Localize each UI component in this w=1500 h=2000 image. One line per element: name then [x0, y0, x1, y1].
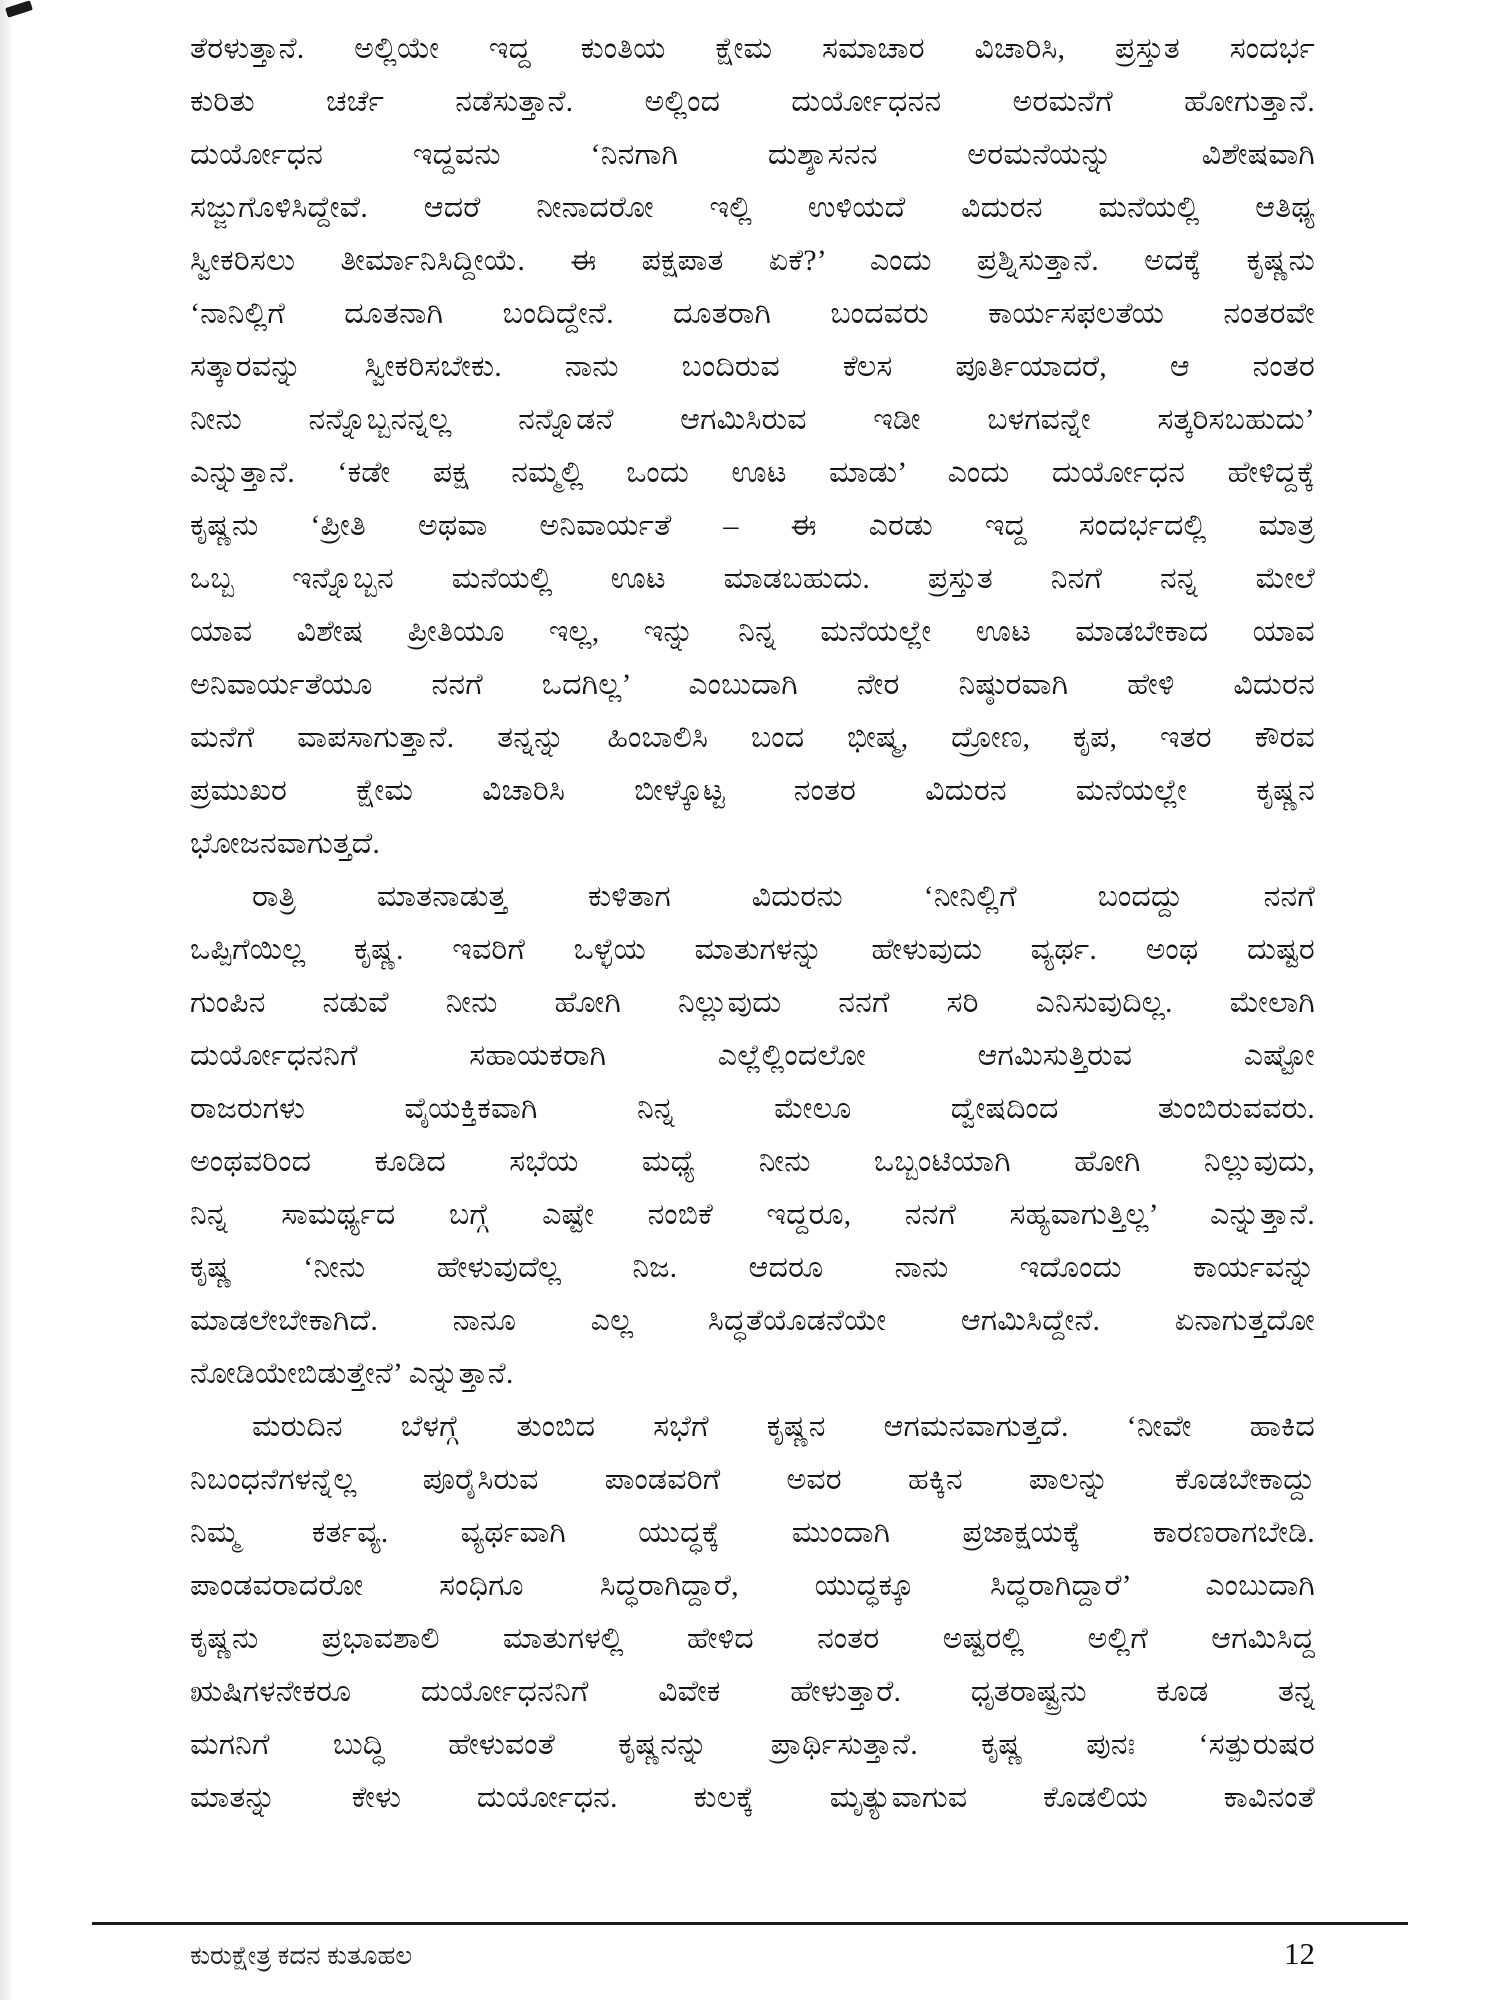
text-line: ನಿನ್ನ ಸಾಮರ್ಥ್ಯದ ಬಗ್ಗೆ ಎಷ್ಟೇ ನಂಬಿಕೆ ಇದ್ದರೂ, ನನಗೆ ಸಹ್ಯವಾಗುತ್ತಿಲ್ಲ’ ಎನ್ನುತ್ತಾನೆ.	[190, 1198, 1315, 1231]
text-line: ಮರುದಿನ ಬೆಳಗ್ಗೆ ತುಂಬಿದ ಸಭೆಗೆ ಕೃಷ್ಣನ ಆಗಮನವಾಗುತ್ತದೆ. ‘ನೀವೇ ಹಾಕಿದ	[252, 1410, 1315, 1443]
text-line: ಭೋಜನವಾಗುತ್ತದೆ.	[190, 827, 381, 860]
page-footer	[190, 1936, 1315, 1972]
text-line: ‘ನಾನಿಲ್ಲಿಗೆ ದೂತನಾಗಿ ಬಂದಿದ್ದೇನೆ. ದೂತರಾಗಿ ಬಂದವರು ಕಾರ್ಯಸಫಲತೆಯ ನಂತರವೇ	[190, 297, 1315, 330]
paragraph	[190, 1400, 1315, 1824]
text-line: ಎನ್ನುತ್ತಾನೆ. ‘ಕಡೇ ಪಕ್ಷ ನಮ್ಮಲ್ಲಿ ಒಂದು ಊಟ ಮಾಡು’ ಎಂದು ದುರ್ಯೋಧನ ಹೇಳಿದ್ದಕ್ಕೆ	[190, 456, 1315, 489]
text-line: ದುರ್ಯೋಧನ ಇದ್ದವನು ‘ನಿನಗಾಗಿ ದುಶ್ಶಾಸನನ ಅರಮನೆಯನ್ನು ವಿಶೇಷವಾಗಿ	[190, 138, 1315, 171]
text-line: ಋಷಿಗಳನೇಕರೂ ದುರ್ಯೋಧನನಿಗೆ ವಿವೇಕ ಹೇಳುತ್ತಾರೆ. ಧೃತರಾಷ್ಟ್ರನು ಕೂಡ ತನ್ನ	[190, 1675, 1315, 1708]
text-line: ತೆರಳುತ್ತಾನೆ. ಅಲ್ಲಿಯೇ ಇದ್ದ ಕುಂತಿಯ ಕ್ಷೇಮ ಸಮಾಚಾರ ವಿಚಾರಿಸಿ, ಪ್ರಸ್ತುತ ಸಂದರ್ಭ	[190, 32, 1315, 65]
text-line: ಪಾಂಡವರಾದರೋ ಸಂಧಿಗೂ ಸಿದ್ಧರಾಗಿದ್ದಾರೆ, ಯುದ್ಧಕ್ಕೂ ಸಿದ್ಧರಾಗಿದ್ದಾರೆ’ ಎಂಬುದಾಗಿ	[190, 1569, 1315, 1602]
text-line: ಅಂಥವರಿಂದ ಕೂಡಿದ ಸಭೆಯ ಮಧ್ಯೆ ನೀನು ಒಬ್ಬಂಟಿಯಾಗಿ ಹೋಗಿ ನಿಲ್ಲುವುದು,	[190, 1145, 1315, 1178]
text-line: ಕೃಷ್ಣನು ಪ್ರಭಾವಶಾಲಿ ಮಾತುಗಳಲ್ಲಿ ಹೇಳಿದ ನಂತರ ಅಷ್ಟರಲ್ಲಿ ಅಲ್ಲಿಗೆ ಆಗಮಿಸಿದ್ದ	[190, 1622, 1315, 1655]
text-line: ಗುಂಪಿನ ನಡುವೆ ನೀನು ಹೋಗಿ ನಿಲ್ಲುವುದು ನನಗೆ ಸರಿ ಎನಿಸುವುದಿಲ್ಲ. ಮೇಲಾಗಿ	[190, 986, 1315, 1019]
text-line: ಸತ್ಕಾರವನ್ನು ಸ್ವೀಕರಿಸಬೇಕು. ನಾನು ಬಂದಿರುವ ಕೆಲಸ ಪೂರ್ತಿಯಾದರೆ, ಆ ನಂತರ	[190, 350, 1315, 383]
text-line: ಅನಿವಾರ್ಯತೆಯೂ ನನಗೆ ಒದಗಿಲ್ಲ’ ಎಂಬುದಾಗಿ ನೇರ ನಿಷ್ಠುರವಾಗಿ ಹೇಳಿ ವಿದುರನ	[190, 668, 1315, 701]
text-line: ನೀನು ನನ್ನೊಬ್ಬನನ್ನಲ್ಲ ನನ್ನೊಡನೆ ಆಗಮಿಸಿರುವ ಇಡೀ ಬಳಗವನ್ನೇ ಸತ್ಕರಿಸಬಹುದು’	[190, 403, 1315, 436]
text-line: ಮಾತನ್ನು ಕೇಳು ದುರ್ಯೋಧನ. ಕುಲಕ್ಕೆ ಮೃತ್ಯುವಾಗುವ ಕೊಡಲಿಯ ಕಾವಿನಂತೆ	[190, 1781, 1315, 1814]
text-line: ರಾಜರುಗಳು ವೈಯಕ್ತಿಕವಾಗಿ ನಿನ್ನ ಮೇಲೂ ದ್ವೇಷದಿಂದ ತುಂಬಿರುವವರು.	[190, 1092, 1315, 1125]
text-line: ಮಗನಿಗೆ ಬುದ್ಧಿ ಹೇಳುವಂತೆ ಕೃಷ್ಣನನ್ನು ಪ್ರಾರ್ಥಿಸುತ್ತಾನೆ. ಕೃಷ್ಣ ಪುನಃ ‘ಸತ್ಪುರುಷರ	[190, 1728, 1315, 1761]
text-line: ಸಜ್ಜುಗೊಳಿಸಿದ್ದೇವೆ. ಆದರೆ ನೀನಾದರೋ ಇಲ್ಲಿ ಉಳಿಯದೆ ವಿದುರನ ಮನೆಯಲ್ಲಿ ಆತಿಥ್ಯ	[190, 191, 1315, 224]
text-line: ಮಾಡಲೇಬೇಕಾಗಿದೆ. ನಾನೂ ಎಲ್ಲ ಸಿದ್ಧತೆಯೊಡನೆಯೇ ಆಗಮಿಸಿದ್ದೇನೆ. ಏನಾಗುತ್ತದೋ	[190, 1304, 1315, 1337]
text-line: ಸ್ವೀಕರಿಸಲು ತೀರ್ಮಾನಿಸಿದ್ದೀಯೆ. ಈ ಪಕ್ಷಪಾತ ಏಕೆ?’ ಎಂದು ಪ್ರಶ್ನಿಸುತ್ತಾನೆ. ಅದಕ್ಕೆ ಕೃಷ್ಣನು	[190, 244, 1315, 277]
text-line: ದುರ್ಯೋಧನನಿಗೆ ಸಹಾಯಕರಾಗಿ ಎಲ್ಲೆಲ್ಲಿಂದಲೋ ಆಗಮಿಸುತ್ತಿರುವ ಎಷ್ಟೋ	[190, 1039, 1315, 1072]
text-line: ನಿಮ್ಮ ಕರ್ತವ್ಯ. ವ್ಯರ್ಥವಾಗಿ ಯುದ್ಧಕ್ಕೆ ಮುಂದಾಗಿ ಪ್ರಜಾಕ್ಷಯಕ್ಕೆ ಕಾರಣರಾಗಬೇಡಿ.	[190, 1516, 1315, 1549]
text-line: ಮನೆಗೆ ವಾಪಸಾಗುತ್ತಾನೆ. ತನ್ನನ್ನು ಹಿಂಬಾಲಿಸಿ ಬಂದ ಭೀಷ್ಮ, ದ್ರೋಣ, ಕೃಪ, ಇತರ ಕೌರವ	[190, 721, 1315, 754]
paragraph	[190, 870, 1315, 1400]
text-line: ನಿಬಂಧನೆಗಳನ್ನೆಲ್ಲ ಪೂರೈಸಿರುವ ಪಾಂಡವರಿಗೆ ಅವರ ಹಕ್ಕಿನ ಪಾಲನ್ನು ಕೊಡಬೇಕಾದ್ದು	[190, 1463, 1315, 1496]
text-line: ನೋಡಿಯೇಬಿಡುತ್ತೇನೆ’ ಎನ್ನುತ್ತಾನೆ.	[190, 1357, 514, 1390]
text-line: ಒಪ್ಪಿಗೆಯಿಲ್ಲ ಕೃಷ್ಣ. ಇವರಿಗೆ ಒಳ್ಳೆಯ ಮಾತುಗಳನ್ನು ಹೇಳುವುದು ವ್ಯರ್ಥ. ಅಂಥ ದುಷ್ಟರ	[190, 933, 1315, 966]
text-line: ಯಾವ ವಿಶೇಷ ಪ್ರೀತಿಯೂ ಇಲ್ಲ, ಇನ್ನು ನಿನ್ನ ಮನೆಯಲ್ಲೇ ಊಟ ಮಾಡಬೇಕಾದ ಯಾವ	[190, 615, 1315, 648]
scan-edge-shadow	[0, 0, 14, 2000]
text-line: ಕೃಷ್ಣ ‘ನೀನು ಹೇಳುವುದೆಲ್ಲ ನಿಜ. ಆದರೂ ನಾನು ಇದೊಂದು ಕಾರ್ಯವನ್ನು	[190, 1251, 1315, 1284]
footer-book-title: ಕುರುಕ್ಷೇತ್ರ ಕದನ ಕುತೂಹಲ	[190, 1941, 413, 1970]
footer-divider	[92, 1922, 1408, 1925]
text-line: ಕುರಿತು ಚರ್ಚೆ ನಡೆಸುತ್ತಾನೆ. ಅಲ್ಲಿಂದ ದುರ್ಯೋಧನನ ಅರಮನೆಗೆ ಹೋಗುತ್ತಾನೆ.	[190, 85, 1315, 118]
page-text-block	[190, 22, 1315, 1824]
paragraph	[190, 22, 1315, 870]
footer-page-number: 12	[1284, 1936, 1315, 1971]
text-line: ಕೃಷ್ಣನು ‘ಪ್ರೀತಿ ಅಥವಾ ಅನಿವಾರ್ಯತೆ – ಈ ಎರಡು ಇದ್ದ ಸಂದರ್ಭದಲ್ಲಿ ಮಾತ್ರ	[190, 509, 1315, 542]
text-line: ಪ್ರಮುಖರ ಕ್ಷೇಮ ವಿಚಾರಿಸಿ ಬೀಳ್ಕೊಟ್ಟ ನಂತರ ವಿದುರನ ಮನೆಯಲ್ಲೇ ಕೃಷ್ಣನ	[190, 774, 1315, 807]
text-line: ಒಬ್ಬ ಇನ್ನೊಬ್ಬನ ಮನೆಯಲ್ಲಿ ಊಟ ಮಾಡಬಹುದು. ಪ್ರಸ್ತುತ ನಿನಗೆ ನನ್ನ ಮೇಲೆ	[190, 562, 1315, 595]
text-line: ರಾತ್ರಿ ಮಾತನಾಡುತ್ತ ಕುಳಿತಾಗ ವಿದುರನು ‘ನೀನಿಲ್ಲಿಗೆ ಬಂದದ್ದು ನನಗೆ	[252, 880, 1315, 913]
